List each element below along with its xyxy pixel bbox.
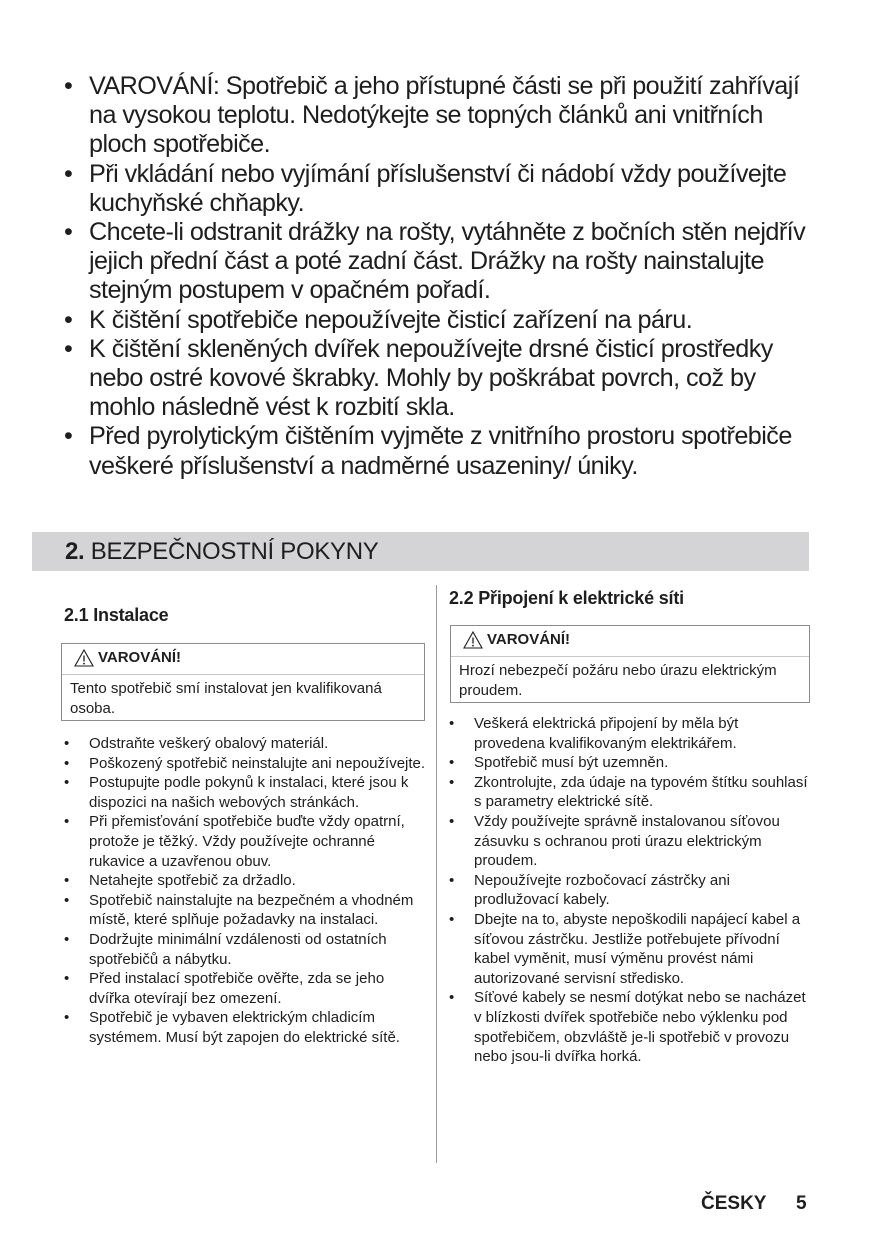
bullet-icon: • <box>449 715 455 732</box>
bullet-icon: • <box>64 754 70 772</box>
warning-label: VAROVÁNÍ! <box>98 649 182 666</box>
bullet-icon: • <box>64 1009 70 1027</box>
list-item: • Před instalací spotřebiče ověřte, zda se jeho dvířka otevírají bez omezení. <box>64 970 385 1007</box>
electrical-list <box>449 714 811 1067</box>
list-item: • Při vkládání nebo vyjímání příslušenství či nádobí vždy používejte kuchyňské chňapky. <box>64 159 787 217</box>
bullet-icon: • <box>64 970 70 988</box>
list-item: • Postupujte podle pokynů k instalaci, které jsou k dispozici na našich webových stránkách. <box>64 774 409 811</box>
list-item: • Dodržujte minimální vzdálenosti od ostatních spotřebičů a nábytku. <box>64 930 387 968</box>
bullet-icon: • <box>64 930 70 948</box>
column-divider <box>436 585 437 1163</box>
warning-text: Tento spotřebič smí instalovat jen kvalifikovaná osoba. <box>70 680 382 717</box>
list-item: • Poškozený spotřebič neinstalujte ani nepoužívejte. <box>64 754 426 772</box>
bullet-icon: • <box>64 735 70 752</box>
warning-triangle-icon <box>74 648 94 668</box>
section-title-text: BEZPEČNOSTNÍ POKYNY <box>90 538 379 565</box>
electrical-heading: 2.2 Připojení k elektrické síti <box>449 588 684 608</box>
list-item: • Netahejte spotřebič za držadlo. <box>64 872 296 890</box>
bullet-icon: • <box>449 910 455 928</box>
bullet-icon: • <box>64 159 73 188</box>
bullet-icon: • <box>64 218 73 247</box>
warning-triangle-icon <box>463 630 483 650</box>
electrical-warning-box <box>450 625 810 703</box>
list-item: • Spotřebič musí být uzemněn. <box>449 754 669 772</box>
bullet-icon: • <box>64 891 70 909</box>
section-number: 2. <box>65 538 85 565</box>
top-warning-list <box>64 72 824 481</box>
list-item: • K čištění skleněných dvířek nepoužívejte drsné čisticí prostředky nebo ostré kovové škrabky. Mohly by poškrábat povrch, což by mohlo následně vést k rozbití skla. <box>64 334 773 422</box>
list-item: • Odstraňte veškerý obalový materiál. <box>64 735 329 752</box>
list-item: • Při přemisťování spotřebiče buďte vždy opatrní, protože je těžký. Vždy používejte ochranné rukavice a uzavřenou obuv. <box>64 813 405 870</box>
page-number: 5 <box>796 1193 807 1214</box>
installation-heading: 2.1 Instalace <box>64 605 169 625</box>
section-title <box>65 538 379 566</box>
list-item: • Chcete-li odstranit drážky na rošty, vytáhněte z bočních stěn nejdřív jejich přední část a poté zadní část. Drážky na rošty nainstalujte stejným postupem v opačném pořadí. <box>64 218 806 305</box>
list-item: • Dbejte na to, abyste nepoškodili napájecí kabel a síťovou zástrčku. Jestliže potřebujete přívodní kabel vyměnit, musí výměnu provést námi autorizované servisní středisko. <box>449 910 801 987</box>
bullet-icon: • <box>64 305 73 334</box>
bullet-icon: • <box>449 812 455 830</box>
bullet-icon: • <box>449 871 455 889</box>
list-item: • Spotřebič je vybaven elektrickým chladicím systémem. Musí být zapojen do elektrické sítě. <box>64 1009 400 1046</box>
footer-language: ČESKY <box>701 1193 767 1214</box>
list-item: • Síťové kabely se nesmí dotýkat nebo se nacházet v blízkosti dvířek spotřebiče nebo výklenku pod spotřebičem, obzvláště je-li spotřebič v provozu nebo jsou-li dvířka horká. <box>449 989 806 1066</box>
installation-list <box>64 734 426 1048</box>
bullet-icon: • <box>64 334 73 363</box>
installation-warning-box <box>61 643 425 721</box>
list-item: • Spotřebič nainstalujte na bezpečném a vhodném místě, které splňuje požadavky na instalaci. <box>64 891 414 929</box>
list-item: • K čištění spotřebiče nepoužívejte čisticí zařízení na páru. <box>64 305 693 334</box>
bullet-icon: • <box>449 773 455 791</box>
bullet-icon: • <box>64 813 70 831</box>
list-item: • Veškerá elektrická připojení by měla být provedena kvalifikovaným elektrikářem. <box>449 715 739 752</box>
warning-label: VAROVÁNÍ! <box>487 631 571 648</box>
warning-text: Hrozí nebezpečí požáru nebo úrazu elektrickým proudem. <box>459 662 777 699</box>
bullet-icon: • <box>64 774 70 792</box>
list-item: • Zkontrolujte, zda údaje na typovém štítku souhlasí s parametry elektrické sítě. <box>449 773 808 811</box>
bullet-icon: • <box>64 72 73 100</box>
list-item: • Vždy používejte správně instalovanou síťovou zásuvku s ochranou proti úrazu elektrickým proudem. <box>449 812 780 870</box>
list-item: • Nepoužívejte rozbočovací zástrčky ani prodlužovací kabely. <box>449 871 730 909</box>
list-item: • VAROVÁNÍ: Spotřebič a jeho přístupné části se při použití zahřívají na vysokou teplotu. Nedotýkejte se topných článků ani vnitřních ploch spotřebiče. <box>64 72 800 159</box>
section-header <box>32 532 809 571</box>
bullet-icon: • <box>64 422 73 451</box>
bullet-icon: • <box>64 872 70 890</box>
warning-header <box>451 626 809 657</box>
bullet-icon: • <box>449 989 455 1007</box>
bullet-icon: • <box>449 754 455 772</box>
list-item: • Před pyrolytickým čištěním vyjměte z vnitřního prostoru spotřebiče veškeré příslušenství a nadměrné usazeniny/ úniky. <box>64 422 792 480</box>
warning-header <box>62 644 424 675</box>
